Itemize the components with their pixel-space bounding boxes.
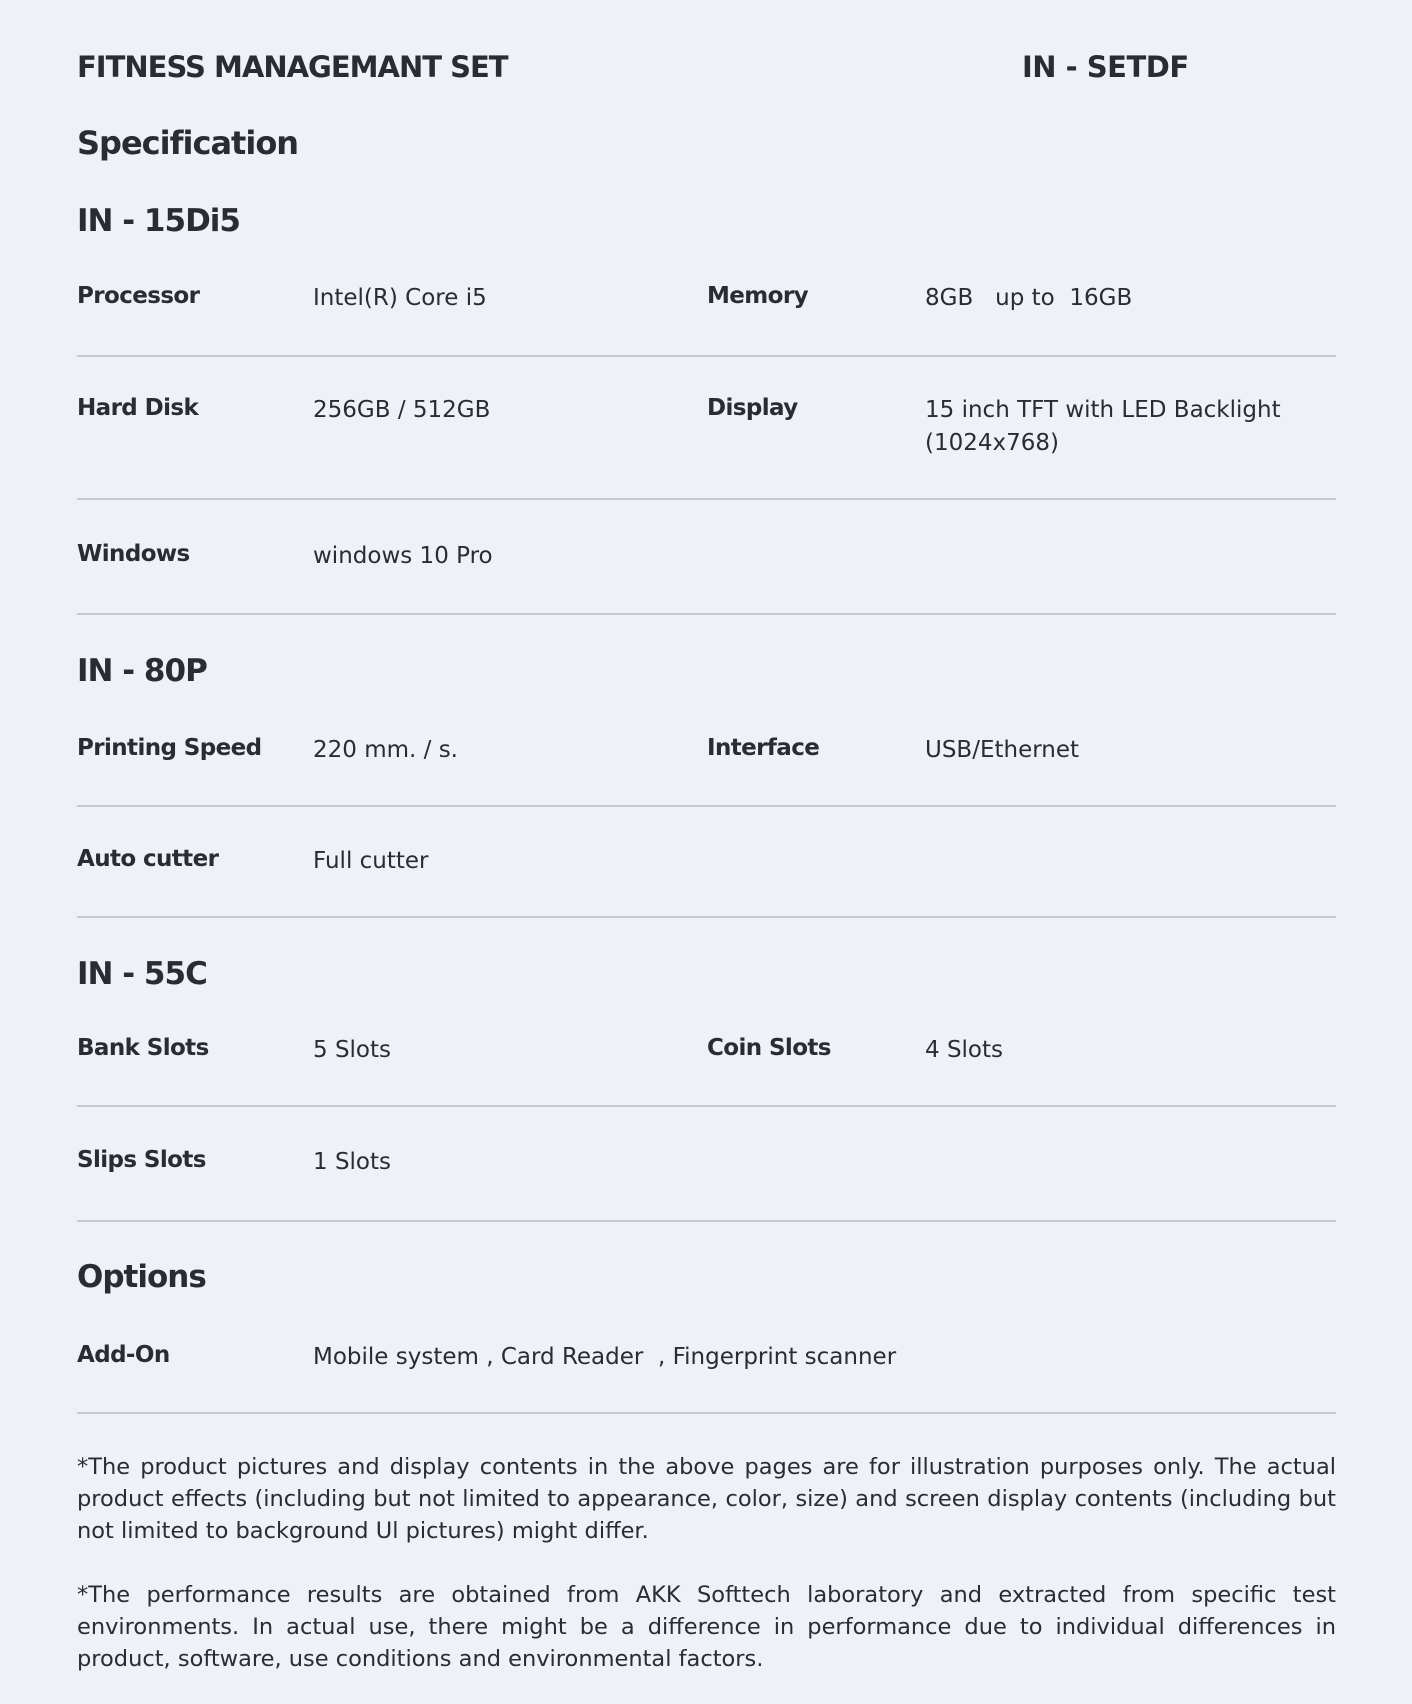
row-divider [77,916,1336,918]
row-divider [77,1412,1336,1414]
row-divider [77,355,1336,357]
row-divider [77,1105,1336,1107]
spec-value-slips-slots: 1 Slots [313,1149,392,1175]
row-divider [77,613,1336,615]
spec-value-interface: USB/Ethernet [925,737,1080,763]
product-code: IN - SETDF [1022,50,1189,84]
spec-value-memory: 8GB up to 16GB [925,285,1133,311]
spec-label-processor: Processor [77,283,200,309]
spec-value-auto-cutter: Full cutter [313,848,429,874]
spec-label-memory: Memory [707,283,808,309]
spec-label-hard-disk: Hard Disk [77,395,199,421]
section-title-printer: IN - 80P [77,653,207,689]
spec-label-printing-speed: Printing Speed [77,735,262,761]
option-label-add-on: Add-On [77,1342,170,1368]
spec-value-display-line1: 15 inch TFT with LED Backlight [925,397,1281,423]
spec-value-display-line2: (1024x768) [925,430,1059,456]
spec-label-slips-slots: Slips Slots [77,1147,206,1173]
product-title: FITNESS MANAGEMANT SET [77,50,508,84]
disclaimer-note-performance: *The performance results are obtained from AKK Softtech laboratory and extracted from specific test environments. In actual use, there might be a difference in performance due to individual differences in product, software, use conditions and environmental factors. [77,1582,1336,1672]
spec-value-printing-speed: 220 mm. / s. [313,737,458,763]
spec-value-windows: windows 10 Pro [313,543,493,569]
spec-label-windows: Windows [77,541,190,567]
spec-label-bank-slots: Bank Slots [77,1035,209,1061]
spec-value-coin-slots: 4 Slots [925,1037,1004,1063]
spec-value-processor: Intel(R) Core i5 [313,285,487,311]
disclaimer-note-illustration: *The product pictures and display contents in the above pages are for illustration purposes only. The actual product effects (including but not limited to appearance, color, size) and screen display contents (including but not limited to background Ul pictures) might differ. [77,1454,1336,1544]
section-title-computer: IN - 15Di5 [77,203,240,239]
options-heading: Options [77,1259,206,1295]
spec-value-bank-slots: 5 Slots [313,1037,392,1063]
section-title-cash-drawer: IN - 55C [77,956,207,992]
row-divider [77,1220,1336,1222]
option-value-add-on: Mobile system , Card Reader , Fingerprint scanner [313,1344,897,1370]
specification-heading: Specification [77,124,299,162]
spec-label-display: Display [707,395,798,421]
spec-label-interface: Interface [707,735,820,761]
row-divider [77,498,1336,500]
spec-value-hard-disk: 256GB / 512GB [313,397,491,423]
row-divider [77,805,1336,807]
spec-label-coin-slots: Coin Slots [707,1035,831,1061]
spec-label-auto-cutter: Auto cutter [77,846,219,872]
